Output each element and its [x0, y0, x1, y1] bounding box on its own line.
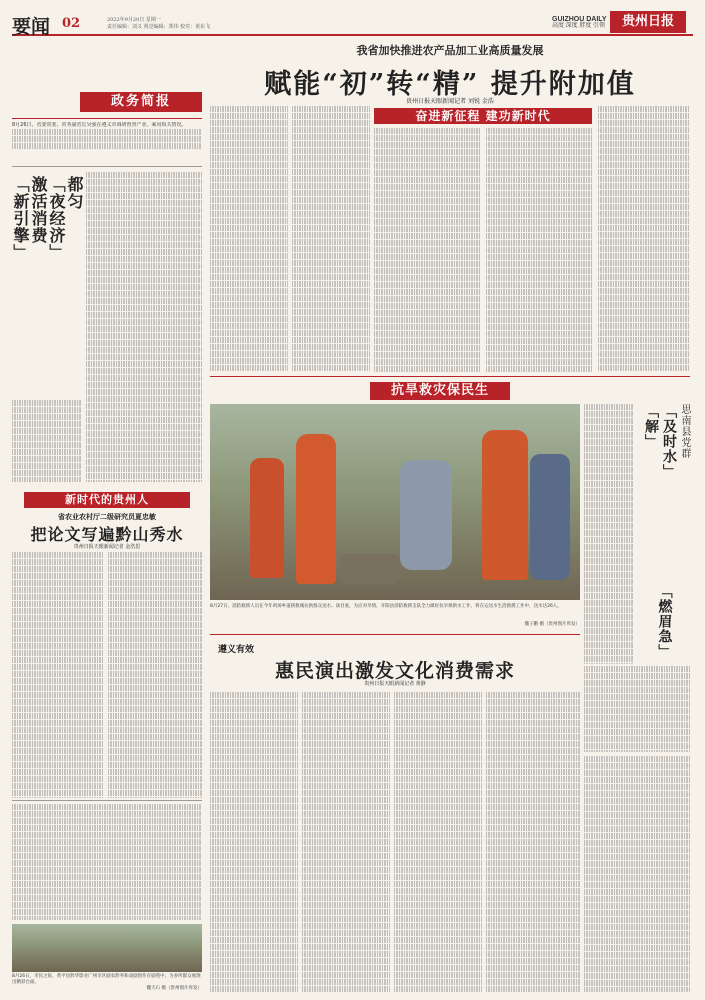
firefighter-figure: [482, 430, 528, 580]
divider: [12, 118, 202, 119]
consumption-photo-caption: 8月26日，市民之际，黄平县黔华影业广州市区剧农黔务和戏剧创作在剧苑中，为多所群众展现出精彩台面。: [12, 974, 201, 985]
commentary-body-tail: [584, 666, 690, 752]
commentary-vertical-headline-lower: [638, 584, 690, 664]
top-story-col2: [292, 106, 370, 372]
top-story-col1: [210, 106, 288, 372]
consumption-col2: [302, 692, 390, 992]
date-line: 2022年9月20日 星期一: [107, 17, 161, 23]
brief-banner: 政务简报: [80, 92, 202, 112]
drought-photo-caption: 8月27日，消防救援人员在今年鸡场乡道援救城抗供群众送水。谈目底，为应对旱情，开阳县消防救援支队全力做好抗旱保供水工作，将在运送水生活救援工作中，送水达26人。: [210, 604, 562, 609]
consumption-col1: [210, 692, 298, 992]
consumption-photo-credit: 魏天石 摄（贵州图片库发）: [146, 986, 202, 991]
new-era-byline: 贵州日报天眼新闻记者 金浩思: [73, 544, 141, 550]
drought-photo-credit: 魏子鹏 摄（贵州图片库发）: [524, 622, 580, 627]
brief-body: [86, 172, 202, 482]
top-story-col5: [598, 106, 690, 372]
header-meta: [107, 17, 327, 31]
consumption-byline: 贵州日报天眼新闻记者 黄静: [364, 681, 426, 687]
paper-english-name: GUIZHOU DAILY: [552, 16, 607, 23]
commentary-title-part: 「解」: [643, 404, 659, 449]
brief-headline-part: 「夜经济」: [47, 176, 66, 261]
divider: [210, 376, 690, 377]
commentary-title-part: 「燃眉急」: [656, 584, 673, 659]
section-title: 要闻: [12, 16, 51, 38]
new-era-body-tail: [12, 804, 202, 920]
divider: [12, 800, 202, 801]
brief-headline-part: 「新引擎」: [11, 176, 30, 261]
editors-line: 责任编辑：刘义 视觉编辑：郑伟 校对：黄东飞: [107, 24, 211, 30]
new-era-body-col1: [12, 552, 104, 798]
villager-figure: [400, 460, 452, 570]
brief-vertical-headline: [11, 176, 84, 396]
paper-en-block: [552, 16, 607, 30]
commentary-vertical-headline: [638, 404, 690, 584]
top-story-col4: [486, 128, 592, 372]
firefighters-photo: [210, 404, 580, 600]
villager-figure: [530, 454, 570, 580]
new-era-body-col2: [108, 552, 202, 798]
new-journey-banner: 奋进新征程 建功新时代: [374, 108, 592, 124]
consumption-headline: 惠民演出激发文化消费需求: [274, 660, 515, 682]
stage-photo-left: [12, 924, 202, 972]
commentary-title-part: 「及时水」: [661, 404, 677, 479]
brief-headline-part: 激活消费: [29, 176, 48, 244]
page-number: 02: [62, 16, 81, 31]
consumption-kicker: 遵义有效: [218, 645, 255, 655]
consumption-col3: [394, 692, 482, 992]
brief-lead: [12, 122, 202, 162]
firefighter-figure: [250, 458, 284, 578]
commentary-body-lower: [584, 756, 690, 992]
new-era-headline: 把论文写遍黔山秀水: [30, 525, 184, 544]
top-story-headline: 赋能“初”转“精” 提升附加值: [264, 69, 636, 100]
divider: [210, 634, 580, 635]
paper-slogan: 高度 深度 胖度 引领: [552, 23, 606, 29]
consumption-col4: [486, 692, 580, 992]
brief-lead-text: 8月26日，省委常委、常务副省长吴强在遵义市调研督查产业、乘用相关情况。: [12, 122, 187, 128]
commentary-title-part: 思南县党群: [679, 404, 690, 459]
drought-relief-banner: 抗旱救灾保民生: [370, 382, 510, 400]
brief-headline-part: 都匀: [65, 176, 84, 210]
top-story-col3: [374, 128, 480, 372]
water-bucket: [340, 554, 400, 584]
firefighter-figure: [296, 434, 336, 584]
commentary-body-col1: [584, 404, 634, 664]
new-era-banner: 新时代的贵州人: [24, 492, 190, 508]
newspaper-logo-icon: 贵州日报: [610, 11, 686, 33]
top-story-kicker: 我省加快推进农产品加工业高质量发展: [356, 44, 544, 57]
top-story-byline: 贵州日报天眼新闻记者 刘锐 金浩: [406, 98, 494, 105]
page-header: [12, 8, 693, 36]
brief-body-lower: [12, 400, 82, 482]
new-era-kicker: 省农业农村厅二级研究员夏忠敏: [58, 512, 156, 521]
divider: [12, 166, 202, 167]
